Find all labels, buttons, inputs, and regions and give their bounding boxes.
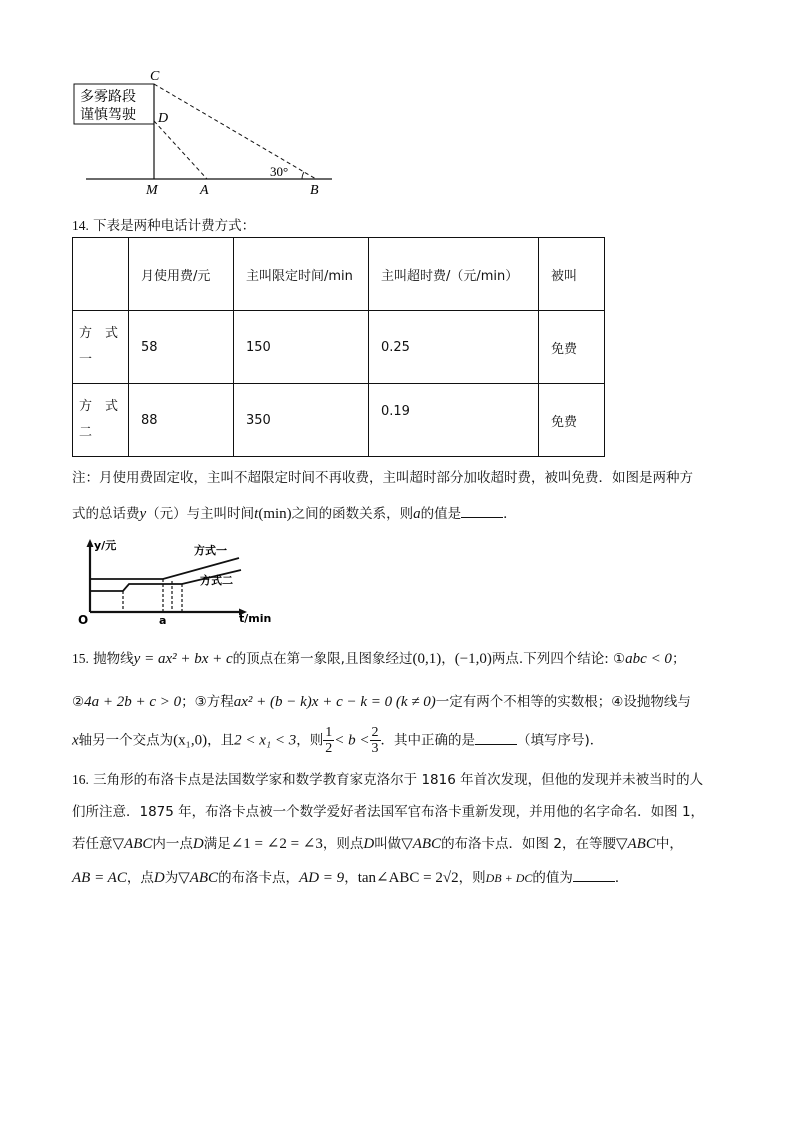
q15-l2-b: 4a + 2b + c > 0 [84,694,182,710]
q16-line1 [72,768,703,788]
q14-note-var-y: y [139,506,147,522]
fee-row-2-name-bottom: 二 [79,425,93,440]
q15-number: 15. [72,651,89,666]
q16-answer-blank [573,868,615,882]
q14-note-seg-e: 的值是 [420,506,462,522]
q15-l3-b: 轴另一个交点为 [78,732,174,749]
q15-frac1-den: 2 [325,741,333,756]
q14-note-line2 [72,502,517,523]
fee-row-2-overtime: 0.19 [369,384,539,457]
q14-note-seg-a: 式的总话费 [72,506,140,522]
label-a: A [200,183,209,198]
q16-l4-j: ，则 [458,870,486,886]
angle-label: 30° [270,164,289,179]
q15-frac-2 [370,725,381,756]
table-row [73,384,605,457]
q15-l2-c: ；③方程 [181,694,234,710]
road-figure [70,66,340,200]
q15-l2-a: ② [72,694,85,710]
fee-row-1-monthly: 58 [129,311,234,384]
graph-a-label: a [159,614,167,627]
fee-row-2-name [73,384,129,457]
fee-row-1-name-top: 方 式 [79,326,119,341]
q16-l3-e: 满足 [203,836,231,852]
q14-number: 14. [72,218,89,233]
q14-answer-blank [461,504,503,518]
q15-l1-a: 抛物线 [93,651,134,667]
q16-l4-i: tan∠ABC = 2√2 [357,870,459,886]
series-1-label: 方式一 [194,544,227,557]
table-row [73,311,605,384]
q14-note-end: ． [503,506,517,522]
graph-x-label: t/min [239,612,272,625]
q15-l1-f: ； [671,651,686,667]
q15-line1 [72,647,685,668]
q16-l4-m: ． [614,870,629,886]
fee-row-2-limit: 350 [234,384,369,457]
q16-l3-h: D [363,836,375,852]
q15-l3-d: ，且 [207,732,235,749]
graph-origin: O [78,613,89,627]
q16-line3 [72,832,683,853]
q15-l2-e: 一定有两个不相等的实数根；④设抛物线与 [435,694,691,710]
fee-table-header-4: 被叫 [539,238,605,311]
q15-l1-eq: y = ax² + bx + c [133,651,233,667]
q16-l4-f: 的布洛卡点， [218,870,300,886]
fee-table-header-1: 月使用费/元 [129,238,234,311]
fee-row-1-limit: 150 [234,311,369,384]
q16-l3-j: ▽ABC [401,836,442,852]
q15-line3 [72,725,603,756]
angle-arc [302,172,304,179]
fee-graph [74,536,276,628]
q14-prompt-text: 下表是两种电话计费方式： [93,218,256,234]
fee-table-header-2: 主叫限定时间/min [234,238,369,311]
fee-row-1-overtime: 0.25 [369,311,539,384]
fee-table-header-3: 主叫超时费/（元/min） [369,238,539,311]
y-axis-arrow [87,539,94,547]
fee-table [72,237,605,457]
q15-l3-i: （填写序号)． [517,732,604,749]
q15-l1-b: 的顶点在第一象限,且图象经过 [232,651,413,667]
label-d: D [158,111,169,126]
q15-answer-blank [475,731,517,745]
q16-l4-b: ，点 [126,870,154,886]
q16-l3-b: ▽ABC [112,836,153,852]
q15-l3-g: < b < [334,732,370,749]
dashed-da [154,121,207,179]
q16-l4-l: 的值为 [532,870,573,886]
fee-row-2-name-top: 方 式 [79,399,119,414]
q15-frac-1 [323,725,334,756]
q15-l3-f: ，则 [296,732,324,749]
sign-text-1: 多雾路段 [80,89,136,105]
label-b: B [310,183,319,198]
q16-l4-e: ▽ABC [178,870,219,886]
q14-note-seg-b: （元）与主叫时间 [146,506,255,522]
q15-frac2-num: 2 [371,725,379,740]
label-m: M [146,183,158,198]
q15-l3-a: x [72,732,79,749]
q15-l3-h: ．其中正确的是 [380,732,476,749]
q16-l1: 三角形的布洛卡点是法国数学家和数学教育家克洛尔于 1816 年首次发现，但他的发现并未被当时的人 [93,772,704,788]
q16-l4-k: DB + DC [485,871,533,885]
q16-l3-k: 的布洛卡点．如图 2，在等腰 [441,836,616,852]
fee-row-1-called: 免费 [539,311,605,384]
fee-row-2-monthly: 88 [129,384,234,457]
q15-line2 [72,690,691,711]
q14-note-var-t: t [254,506,259,522]
q16-l4-d: 为 [164,870,179,886]
series-2-label: 方式二 [200,574,233,587]
q15-l1-c: ， [441,651,455,667]
q15-frac1-num: 1 [325,725,333,740]
label-c: C [150,69,160,84]
q16-l3-i: 叫做 [374,836,402,852]
q14-prompt [72,214,255,234]
q14-note-var-a: a [413,506,421,522]
q16-l4-h: ， [344,870,358,886]
q15-frac2-den: 3 [371,741,379,756]
q14-note-seg-d: 之间的函数关系，则 [291,506,414,522]
q15-l1-d: 两点.下列四个结论: ① [491,651,626,667]
fee-row-1-name [73,311,129,384]
q16-l3-d: D [192,836,204,852]
fee-row-1-name-bottom: 一 [79,352,93,367]
q16-line4 [72,866,628,887]
q15-l3-c: (x₁,0) [173,732,208,749]
q16-l4-g: AD = 9 [299,870,345,886]
q16-l3-f: ∠1 = ∠2 = ∠3 [230,836,323,852]
q15-l1-p2: (−1,0) [454,651,492,667]
q15-l2-d: ax² + (b − k)x + c − k = 0 (k ≠ 0) [233,694,436,710]
q16-l4-c: D [153,870,165,886]
q16-l4-a: AB = AC [72,870,127,886]
q15-l1-e: abc < 0 [625,651,672,667]
q15-l1-p1: (0,1) [412,651,442,667]
fee-table-header-0 [73,238,129,311]
q16-l3-a: 若任意 [72,836,113,852]
q16-l3-g: ，则点 [322,836,364,852]
sign-text-2: 谨慎驾驶 [80,107,136,123]
q14-note-unit: (min) [258,506,292,522]
q15-l3-e: 2 < x₁ < 3 [234,732,297,749]
q16-l3-m: 中， [655,836,683,852]
q14-note-line1: 注：月使用费固定收，主叫不超限定时间不再收费，主叫超时部分加收超时费，被叫免费．如图是两种方 [72,470,693,486]
q16-l3-c: 内一点 [152,836,193,852]
q16-l3-l: ▽ABC [615,836,656,852]
fee-row-2-called: 免费 [539,384,605,457]
q16-line2: 们所注意．1875 年，布洛卡点被一个数学爱好者法国军官布洛卡重新发现，并用他的名字命名．如图 1， [72,804,705,820]
graph-y-label: y/元 [94,539,117,552]
dashed-cb [154,84,316,179]
q16-number: 16. [72,772,89,787]
